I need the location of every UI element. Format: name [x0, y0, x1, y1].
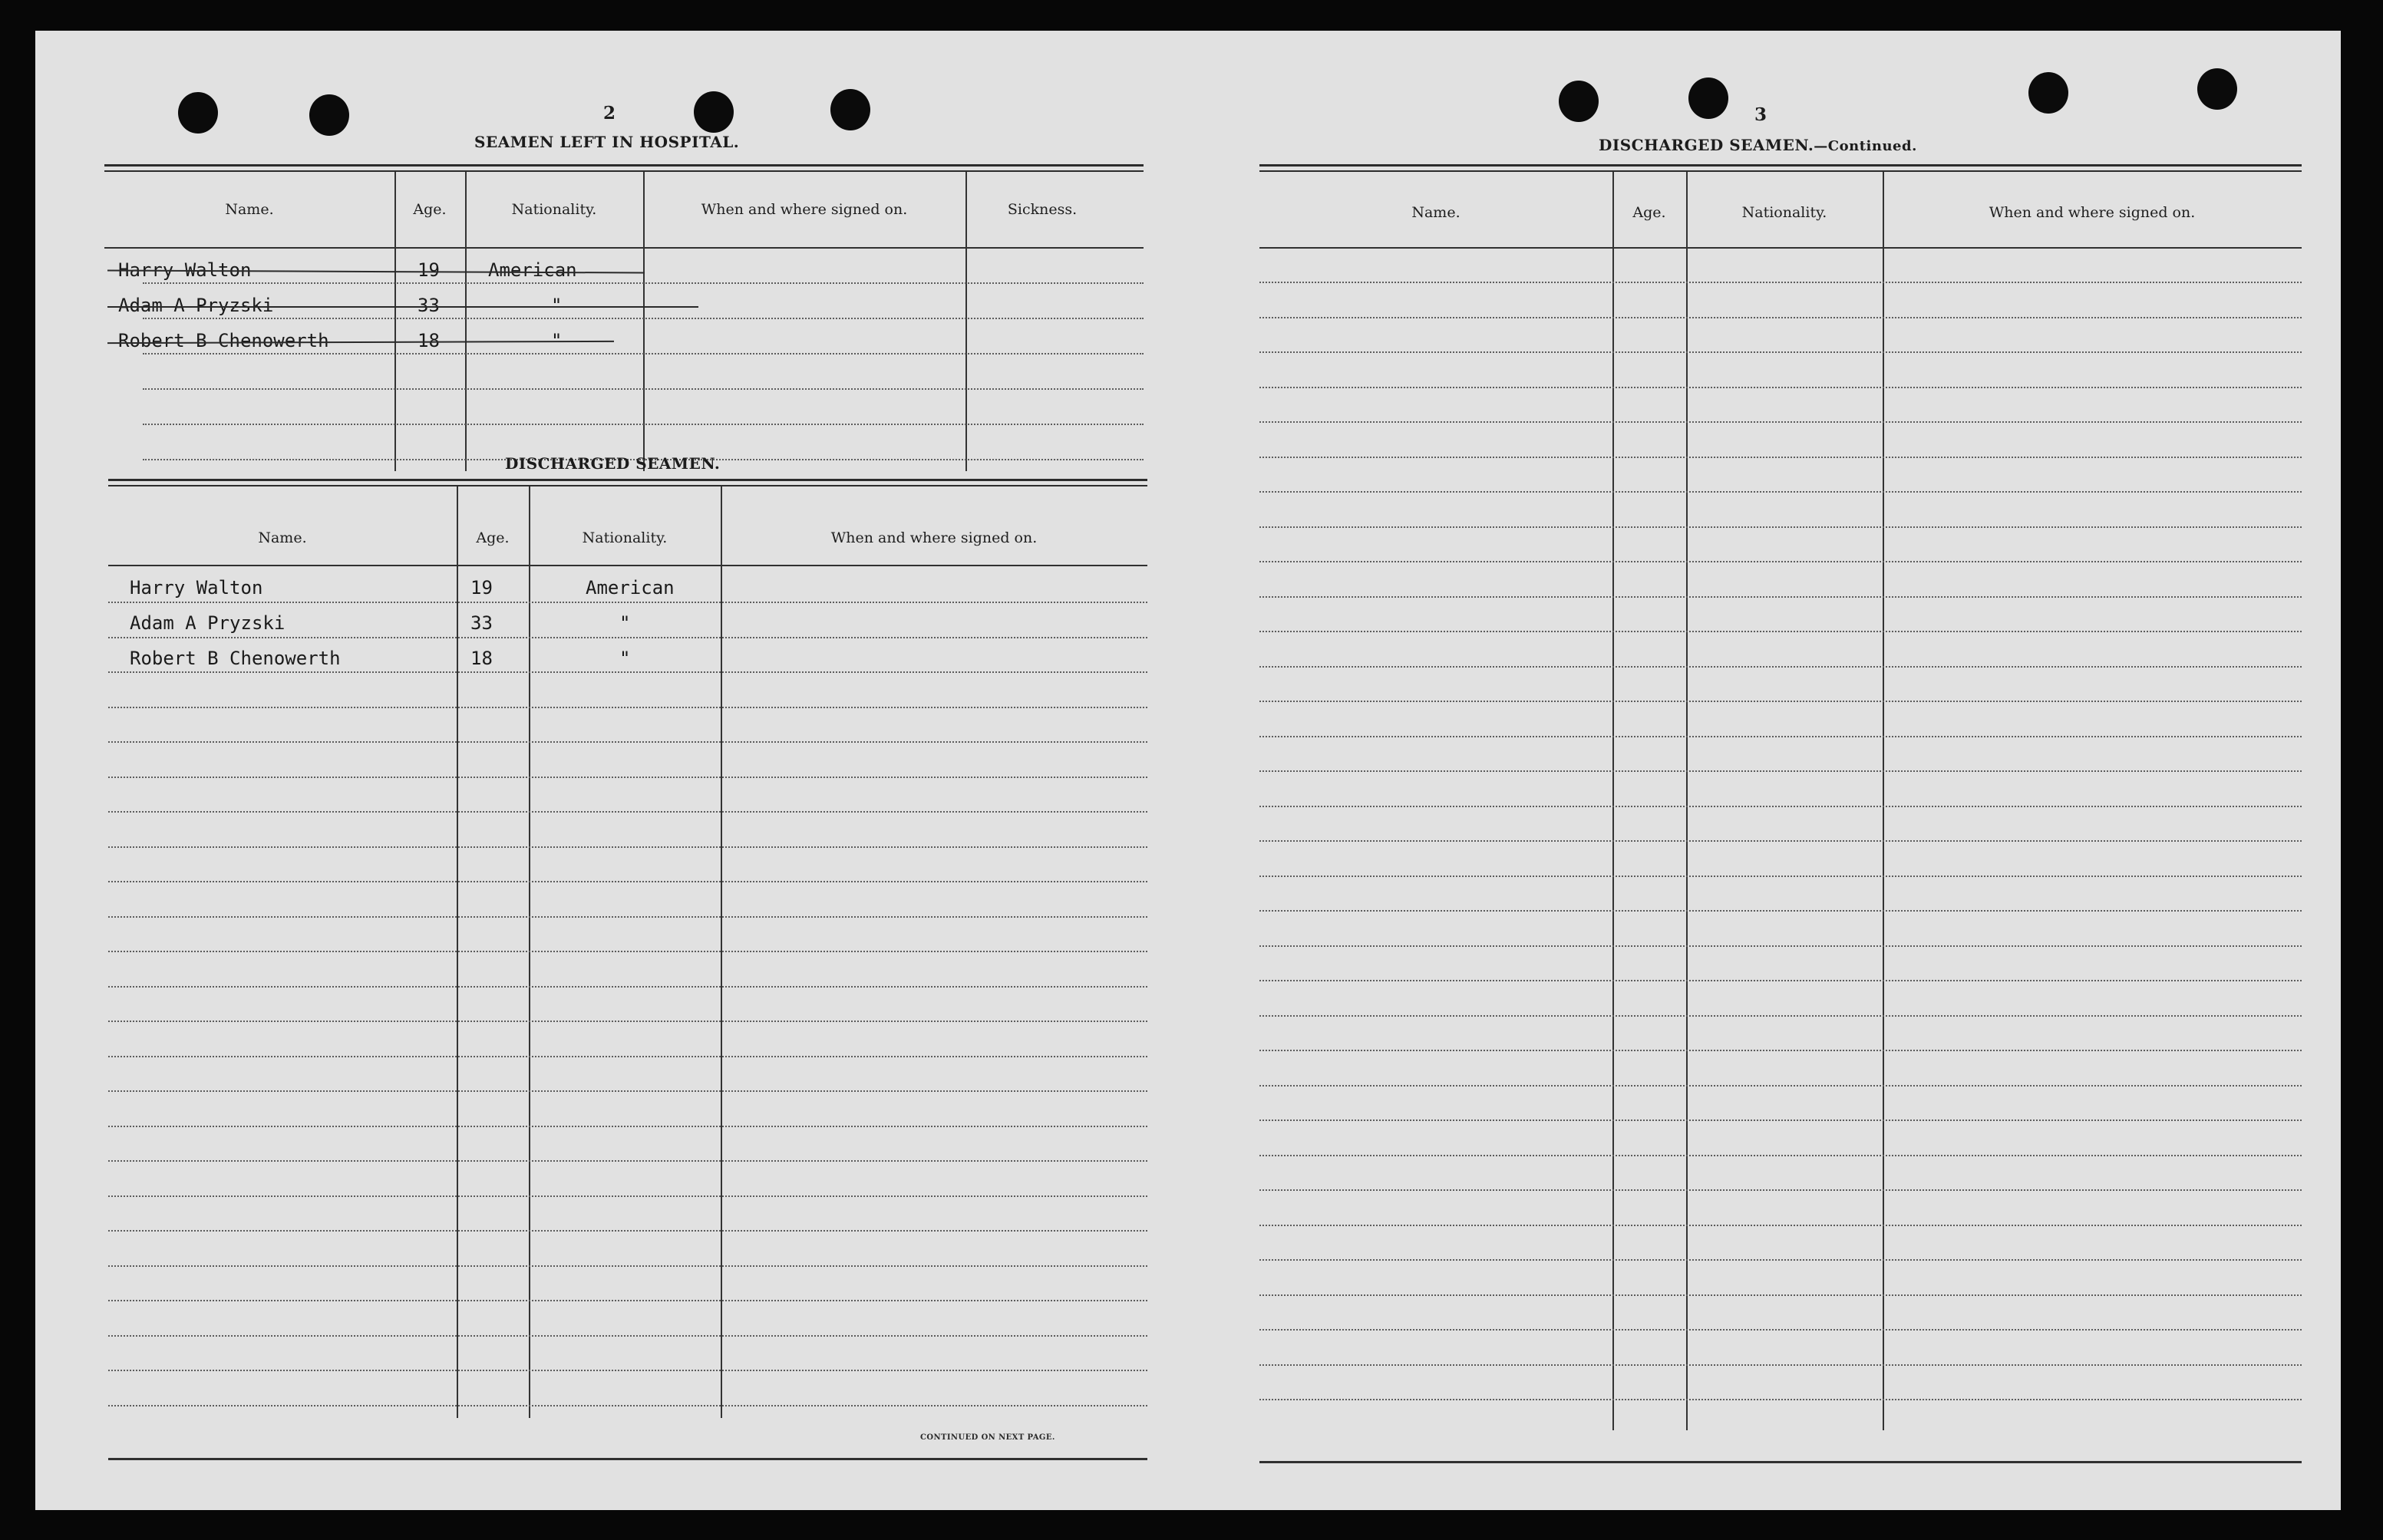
punch-hole [2197, 68, 2237, 110]
cell-age: 18 [470, 648, 493, 669]
ruled-line [143, 282, 1144, 284]
continued-section-title [1599, 136, 1917, 154]
ruled-line [108, 707, 1147, 708]
cell-nationality: " [551, 330, 563, 351]
ruled-line [1259, 1225, 2302, 1226]
column-header-signed-on: When and where signed on. [701, 201, 908, 218]
ruled-line [1259, 1015, 2302, 1017]
ruled-line [1259, 1050, 2302, 1051]
cell-nationality: " [551, 295, 563, 316]
continued-title-text: DISCHARGED SEAMEN. [1599, 136, 1814, 154]
ruled-line [108, 951, 1147, 952]
ruled-line [108, 1230, 1147, 1232]
cell-age: 18 [418, 330, 440, 351]
page-number-left: 2 [603, 103, 616, 124]
cell-name: Harry Walton [130, 577, 263, 599]
column-header-age: Age. [1632, 204, 1666, 221]
ruled-line [1259, 1294, 2302, 1296]
ruled-line [1259, 1120, 2302, 1121]
header-rule [104, 247, 1144, 249]
cell-age: 19 [418, 259, 440, 281]
ruled-line [1259, 631, 2302, 632]
discharged-table-right [1259, 163, 2302, 1470]
ruled-line [108, 1090, 1147, 1092]
ruled-line [1259, 770, 2302, 772]
ruled-line [143, 388, 1144, 390]
cell-age: 33 [418, 295, 440, 316]
punch-hole [2028, 72, 2068, 114]
manifest-sheet [35, 31, 2341, 1510]
ruled-line [1259, 387, 2302, 388]
punch-hole [694, 91, 734, 133]
punch-hole [309, 94, 349, 136]
ruled-line [108, 811, 1147, 813]
column-divider [1612, 172, 1614, 1430]
ruled-line [143, 353, 1144, 354]
ruled-line [108, 846, 1147, 848]
cell-nationality: " [619, 612, 631, 634]
ruled-line [1259, 1364, 2302, 1366]
ruled-line [108, 741, 1147, 743]
punch-hole [830, 89, 870, 130]
column-divider [465, 172, 467, 471]
ruled-line [143, 424, 1144, 425]
page-number-right: 3 [1754, 104, 1767, 125]
ruled-line [1259, 666, 2302, 668]
column-header-signed-on: When and where signed on. [1989, 204, 2196, 221]
ruled-line [108, 916, 1147, 918]
ruled-line [108, 1335, 1147, 1337]
ruled-line [1259, 282, 2302, 283]
punch-hole [178, 92, 218, 134]
ruled-line [108, 1265, 1147, 1267]
strikethrough-line [107, 306, 698, 308]
continued-suffix: —Continued. [1814, 138, 1917, 154]
hospital-section-title: SEAMEN LEFT IN HOSPITAL. [474, 133, 740, 151]
hospital-table [104, 163, 1144, 477]
ruled-line [1259, 596, 2302, 598]
cell-name: Adam A Pryzski [118, 295, 274, 316]
column-header-nationality: Nationality. [1741, 204, 1827, 221]
ruled-line [108, 1160, 1147, 1162]
ruled-line [1259, 1259, 2302, 1261]
punch-hole [1559, 81, 1599, 122]
column-header-name: Name. [1411, 204, 1460, 221]
column-header-signed-on: When and where signed on. [830, 529, 1038, 546]
rule [1259, 164, 2302, 167]
bottom-rule [108, 1458, 1147, 1460]
ruled-line [108, 602, 1147, 603]
cell-nationality: American [488, 259, 577, 281]
ruled-line [1259, 1155, 2302, 1156]
column-divider [1686, 172, 1688, 1430]
column-header-name: Name. [225, 201, 274, 218]
cell-nationality: American [586, 577, 675, 599]
column-header-nationality: Nationality. [511, 201, 597, 218]
column-divider [1883, 172, 1884, 1430]
footer-note: CONTINUED ON NEXT PAGE. [920, 1433, 1055, 1442]
ruled-line [1259, 1399, 2302, 1400]
ruled-line [1259, 701, 2302, 702]
ruled-line [108, 1126, 1147, 1127]
cell-name: Robert B Chenowerth [118, 330, 329, 351]
ruled-line [1259, 806, 2302, 807]
ruled-line [1259, 421, 2302, 423]
ruled-line [108, 1300, 1147, 1301]
discharged-section-title: DISCHARGED SEAMEN. [505, 454, 721, 473]
column-divider [643, 172, 645, 471]
ruled-line [1259, 317, 2302, 318]
ruled-line [108, 777, 1147, 778]
ruled-line [1259, 876, 2302, 877]
ruled-line [108, 1021, 1147, 1022]
ruled-line [108, 1370, 1147, 1371]
ruled-line [108, 1056, 1147, 1057]
cell-nationality: " [619, 648, 631, 669]
cell-name: Robert B Chenowerth [130, 648, 341, 669]
column-header-age: Age. [413, 201, 447, 218]
ruled-line [1259, 840, 2302, 842]
column-header-age: Age. [476, 529, 510, 546]
rule [1259, 170, 2302, 172]
cell-name: Adam A Pryzski [130, 612, 285, 634]
rule [108, 479, 1147, 481]
ruled-line [1259, 526, 2302, 528]
ruled-line [1259, 910, 2302, 912]
ruled-line [108, 881, 1147, 882]
discharged-table-left [108, 477, 1147, 1467]
header-rule [1259, 247, 2302, 249]
ruled-line [1259, 736, 2302, 737]
column-header-name: Name. [258, 529, 307, 546]
column-divider [721, 486, 722, 1418]
column-divider [394, 172, 396, 471]
column-divider [965, 172, 967, 471]
ruled-line [1259, 491, 2302, 493]
ruled-line [1259, 1085, 2302, 1087]
ruled-line [108, 671, 1147, 673]
cell-age: 33 [470, 612, 493, 634]
column-divider [457, 486, 458, 1418]
ruled-line [108, 1195, 1147, 1197]
column-header-sickness: Sickness. [1007, 201, 1078, 218]
rule [104, 170, 1144, 172]
cell-age: 19 [470, 577, 493, 599]
ruled-line [1259, 561, 2302, 562]
punch-hole [1688, 77, 1728, 119]
cell-name: Harry Walton [118, 259, 252, 281]
bottom-rule [1259, 1461, 2302, 1463]
ruled-line [1259, 1329, 2302, 1331]
ruled-line [1259, 945, 2302, 947]
column-header-nationality: Nationality. [582, 529, 668, 546]
column-divider [529, 486, 530, 1418]
rule [104, 164, 1144, 167]
ruled-line [108, 1405, 1147, 1406]
header-rule [108, 565, 1147, 566]
ruled-line [1259, 351, 2302, 353]
ruled-line [108, 637, 1147, 638]
ruled-line [1259, 457, 2302, 458]
rule [108, 485, 1147, 486]
ruled-line [1259, 1189, 2302, 1191]
ruled-line [143, 318, 1144, 319]
ruled-line [108, 986, 1147, 988]
ruled-line [1259, 980, 2302, 981]
